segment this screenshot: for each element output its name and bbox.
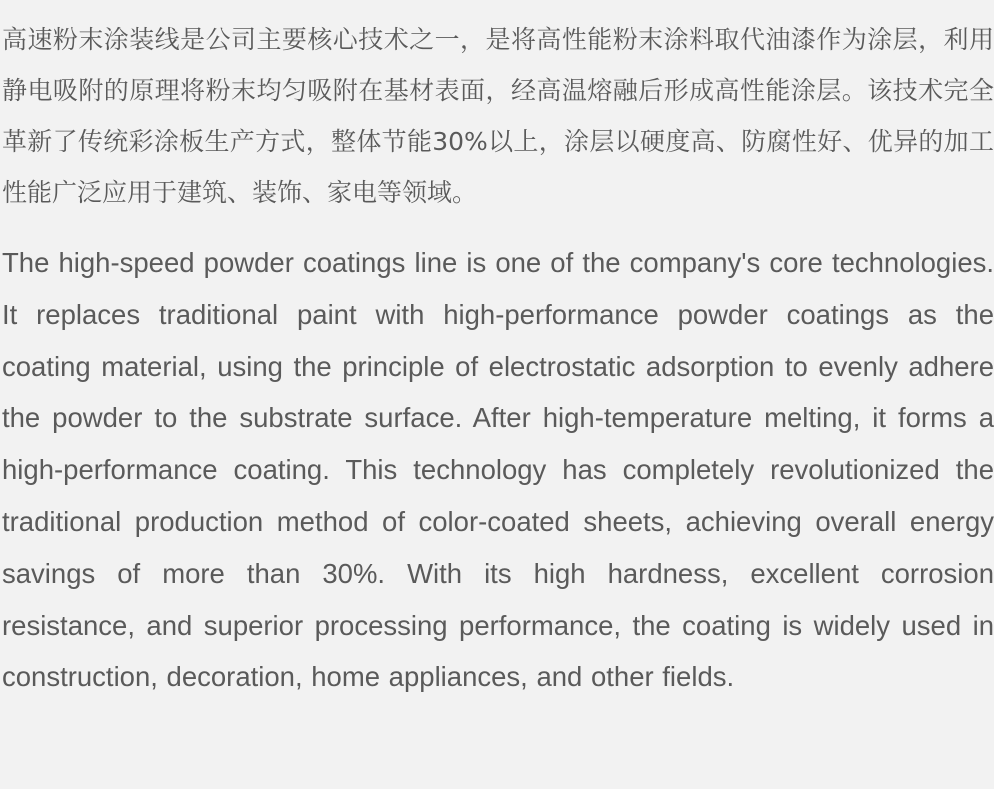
english-paragraph: The high-speed powder coatings line is one of the company's core technologies. It replaces traditional paint with high-performance powder coatings as the coating material, using the principle of electrostatic adsorption to evenly adhere the powder to the substrate surface. After high-temperature melting, it forms a high-performance coating. This technology has completely revolutionized the traditional production method of color-coated sheets, achieving overall energy savings of more than 30%. With its high hardness, excellent corrosion resistance, and superior processing performance, the coating is widely used in construction, decoration, home appliances, and other fields. [2,247,994,693]
article-body [0,14,994,703]
chinese-paragraph: 高速粉末涂装线是公司主要核心技术之一，是将高性能粉末涂料取代油漆作为涂层，利用静电吸附的原理将粉末均匀吸附在基材表面，经高温熔融后形成高性能涂层。该技术完全革新了传统彩涂板生产方式，整体节能30%以上，涂层以硬度高、防腐性好、优异的加工性能广泛应用于建筑、装饰、家电等领域。 [2,25,994,207]
